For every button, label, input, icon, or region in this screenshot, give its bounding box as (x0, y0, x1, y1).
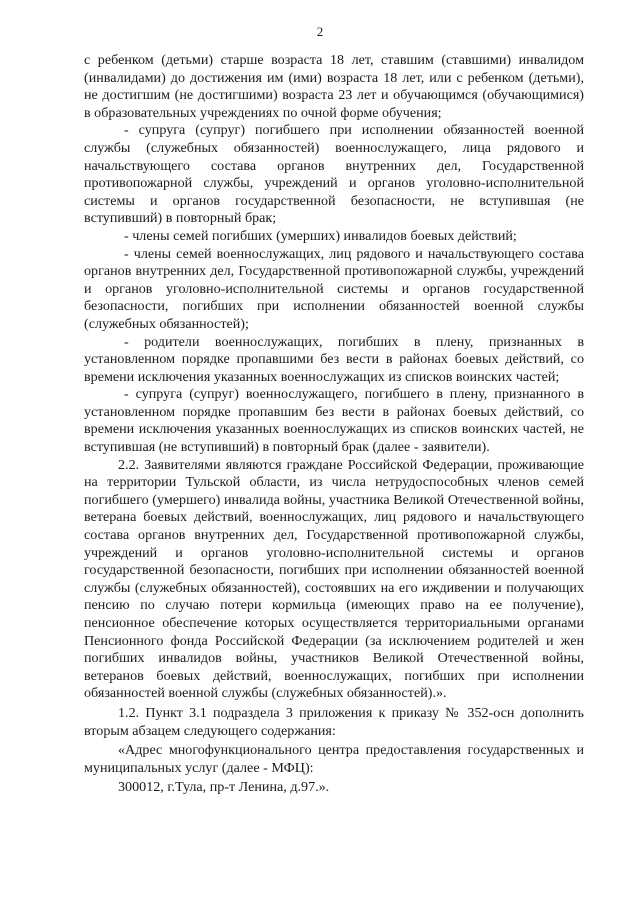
paragraph-mfc-address-header: «Адрес многофункционального центра предоставления государственных и муниципальных услуг (далее - МФЦ): (84, 742, 584, 776)
page-number: 2 (316, 24, 324, 39)
paragraph-mfc-address: 300012, г.Тула, пр-т Ленина, д.97.». (118, 779, 330, 796)
paragraph-2-2-applicants: 2.2. Заявителями являются граждане Российской Федерации, проживающие на территории Тульской области, из числа нетрудоспособных членов семей погибшего (умершего) инвалида войны, участника Великой Отечественной войны, ветерана боевых действий, военнослужащих, лиц рядового и начальствующего состава органов внутренних дел, Государственной противопожарной службы, учреждений и органов уголовно-исполнительной системы и органов государственной безопасности, погибших при исполнении обязанностей военной службы (служебных обязанностей), состоявших на его иждивении и получающих пенсию по случаю потери кормильца (имеющих право на ее получение), пенсионное обеспечение которых осуществляется территориальными органами Пенсионного фонда Российской Федерации (за исключением родителей и жен погибших инвалидов войны, участников Великой Отечественной войны, ветеранов боевых действий, военнослужащих, погибших при исполнении обязанностей военной службы (служебных обязанностей).». (84, 456, 584, 702)
paragraph-families-of-servicemen: - члены семей военнослужащих, лиц рядового и начальствующего состава органов внутренних дел, Государственной противопожарной службы, учреждений и органов уголовно-исполнительной системы и органов государственной безопасности, погибших при исполнении обязанностей военной службы (служебных обязанностей); (84, 245, 584, 332)
paragraph-families-of-invalids: - члены семей погибших (умерших) инвалидов боевых действий; (124, 227, 517, 244)
paragraph-continuation: с ребенком (детьми) старше возраста 18 лет, ставшим (ставшими) инвалидом (инвалидами) до достижения им (ими) возраста 18 лет, или с ребенком (детьми), не достигшим (не достигшими) возраста 23 лет и обучающимся (обучающимися) в образовательных учреждениях по очной форме обучения; (84, 52, 584, 121)
paragraph-spouse-of-deceased: - супруга (супруг) погибшего при исполнении обязанностей военной службы (служебных обязанностей) военнослужащего, лица рядового и начальствующего состава органов внутренних дел, Государственной противопожарной службы, учреждений и органов уголовно-исполнительной системы и органов государственной безопасности, не вступившая (не вступивший) в повторный брак; (84, 122, 584, 227)
paragraph-1-2-amendment: 1.2. Пункт 3.1 подраздела 3 приложения к приказу № 352-осн дополнить вторым абзацем следующего содержания: (84, 704, 584, 739)
document-body (84, 52, 584, 797)
paragraph-spouse-of-missing: - супруга (супруг) военнослужащего, погибшего в плену, признанного в установленном порядке пропавшим без вести в районах боевых действий, со времени исключения указанных военнослужащих из списков воинских частей, не вступившая (не вступивший) в повторный брак (далее - заявители). (84, 386, 584, 456)
paragraph-parents-of-missing: - родители военнослужащих, погибших в плену, признанных в установленном порядке пропавшими без вести в районах боевых действий, со времени исключения указанных военнослужащих из списков воинских частей; (84, 333, 584, 385)
